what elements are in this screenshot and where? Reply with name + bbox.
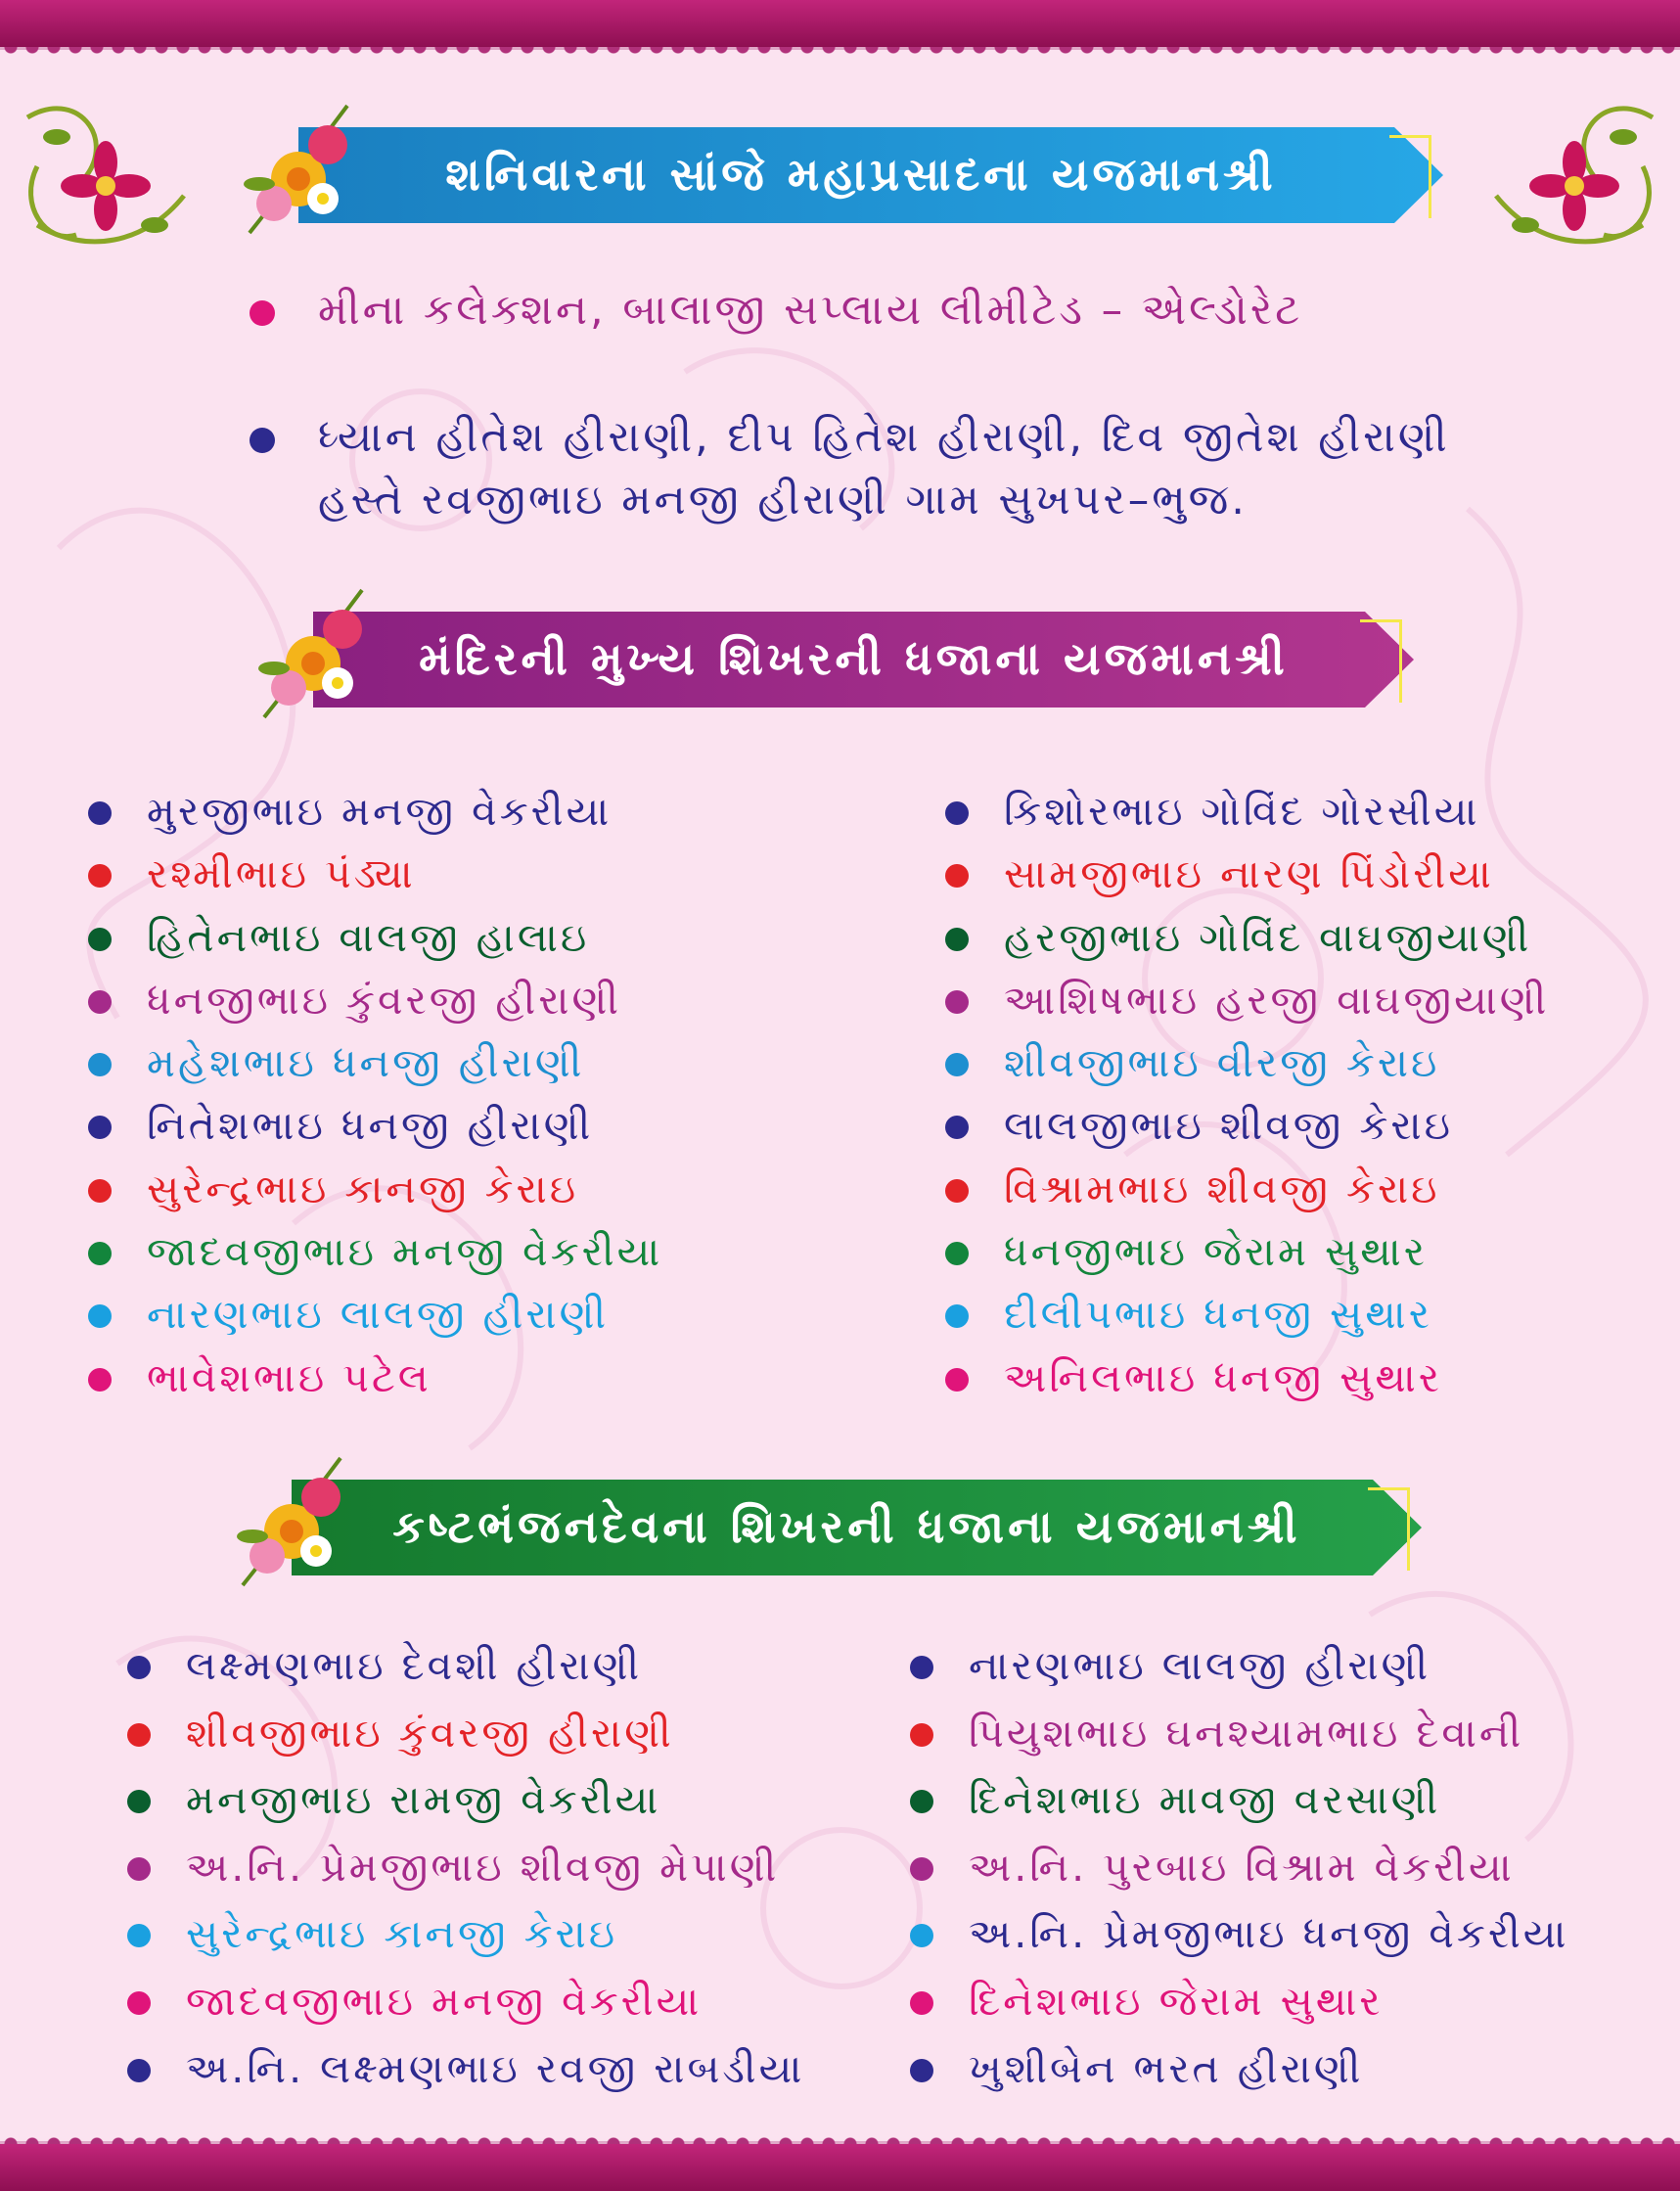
- section2-right-list: [945, 780, 1549, 1409]
- left-corner-flower-ornament: [8, 78, 204, 274]
- bullet-dot: [127, 1924, 151, 1947]
- list-item: [127, 1836, 804, 1903]
- list-item: [88, 1347, 662, 1409]
- donor-name: મહેશભાઇ ધનજી હીરાણી: [147, 1039, 585, 1087]
- list-item: [88, 1283, 662, 1346]
- bullet-dot: [127, 1790, 151, 1813]
- bullet-dot: [945, 1242, 969, 1265]
- right-corner-flower-ornament: [1476, 78, 1672, 274]
- list-item: [945, 969, 1549, 1031]
- bullet-dot: [127, 1991, 151, 2015]
- list-item: [910, 1768, 1568, 1836]
- donor-name: આશિષભાઇ હરજી વાઘજીયાણી: [1004, 976, 1550, 1024]
- donor-name: શીવજીભાઇ કુંવરજી હીરાણી: [186, 1709, 674, 1757]
- bullet-dot: [910, 1991, 933, 2015]
- donor-name: મુરજીભાઇ મનજી વેકરીયા: [147, 788, 613, 835]
- bullet-dot: [88, 1242, 112, 1265]
- list-item: [88, 906, 662, 969]
- section1-item-1-text: મીના કલેક્શન, બાલાજી સપ્લાય લીમીટેડ – એલ્ડોરેટ: [318, 286, 1303, 335]
- list-item: [945, 1220, 1549, 1283]
- donor-name: અ.નિ. પ્રેમજીભાઇ શીવજી મેપાણી: [186, 1843, 780, 1891]
- bullet-dot: [88, 1053, 112, 1076]
- list-item: [127, 1970, 804, 2037]
- donor-name: મનજીભાઇ રામજી વેકરીયા: [186, 1776, 661, 1824]
- section1-item-2: [259, 406, 1561, 531]
- donor-name: સુરેન્દ્રભાઇ કાનજી કેરાઇ: [186, 1910, 618, 1958]
- donor-name: વિશ્રામભાઇ શીવજી કેરાઇ: [1004, 1164, 1440, 1212]
- section1-title: શનિવારના સાંજે મહાપ્રસાદના યજમાનશ્રી: [445, 148, 1277, 201]
- list-item: [127, 1634, 804, 1702]
- bullet-dot: [127, 1857, 151, 1881]
- bullet-dot: [910, 1790, 933, 1813]
- list-item: [945, 1094, 1549, 1157]
- list-item: [945, 780, 1549, 843]
- list-item: [910, 1902, 1568, 1970]
- donor-name: ધનજીભાઇ જેરામ સુથાર: [1004, 1228, 1428, 1276]
- donor-name: અ.નિ. પુરબાઇ વિશ્રામ વેકરીયા: [969, 1843, 1515, 1891]
- flower-bouquet-icon: [245, 571, 391, 727]
- list-item: [88, 969, 662, 1031]
- bullet-dot: [88, 1304, 112, 1328]
- section3-left-list: [127, 1634, 804, 2104]
- donor-name: નારણભાઇ લાલજી હીરાણી: [147, 1291, 610, 1339]
- list-item: [88, 1031, 662, 1094]
- bullet-dot: [945, 1368, 969, 1392]
- list-item: [88, 1220, 662, 1283]
- bullet-dot: [127, 1656, 151, 1679]
- bullet-dot: [88, 801, 112, 825]
- section3-title: કષ્ટભંજનદેવના શિખરની ધજાના યજમાનશ્રી: [392, 1500, 1301, 1553]
- bullet-dot: [910, 2059, 933, 2082]
- donor-name: લક્ષ્મણભાઇ દેવશી હીરાણી: [186, 1642, 643, 1689]
- section1-banner: [230, 127, 1443, 223]
- donor-name: સામજીભાઇ નારણ પિંડોરીયા: [1004, 850, 1494, 898]
- section3-right-list: [910, 1634, 1568, 2104]
- donor-name: પિયુશભાઇ ઘનશ્યામભાઇ દેવાની: [969, 1709, 1524, 1757]
- donor-name: નિતેશભાઇ ધનજી હીરાણી: [147, 1102, 594, 1150]
- bottom-lace-border: [0, 2123, 1680, 2144]
- top-lace-border: [0, 47, 1680, 68]
- donor-name: ખુશીબેન ભરત હીરાણી: [969, 2044, 1364, 2092]
- bullet-dot: [88, 928, 112, 951]
- bullet-dot: [910, 1723, 933, 1747]
- bullet-dot: [945, 864, 969, 888]
- list-item: [945, 1283, 1549, 1346]
- bullet-dot: [88, 864, 112, 888]
- section1-item-2-line-2: હસ્તે રવજીભાઇ મનજી હીરાણી ગામ સુખપર–ભુજ.: [318, 476, 1248, 525]
- list-item: [945, 906, 1549, 969]
- section2-banner: [245, 612, 1414, 708]
- donor-name: દિનેશભાઇ માવજી વરસાણી: [969, 1776, 1441, 1824]
- donor-name: ધનજીભાઇ કુંવરજી હીરાણી: [147, 976, 621, 1024]
- bullet-dot: [88, 990, 112, 1014]
- donor-name: લાલજીભાઇ શીવજી કેરાઇ: [1004, 1102, 1453, 1150]
- list-item: [945, 1347, 1549, 1409]
- list-item: [945, 1158, 1549, 1220]
- top-frame-band: [0, 0, 1680, 47]
- list-item: [127, 1902, 804, 1970]
- donor-name: રશ્મીભાઇ પંડ્યા: [147, 850, 416, 898]
- bullet-dot: [945, 928, 969, 951]
- donor-name: હરજીભાઇ ગોવિંદ વાઘજીયાણી: [1004, 913, 1532, 961]
- list-item: [910, 1702, 1568, 1769]
- bullet-dot: [88, 1179, 112, 1203]
- donor-name: જાદવજીભાઇ મનજી વેકરીયા: [147, 1228, 663, 1276]
- bullet-dot: [88, 1116, 112, 1139]
- bullet-dot: [945, 1179, 969, 1203]
- section1-item-2-line-1: ધ્યાન હીતેશ હીરાણી, દીપ હિતેશ હીરાણી, દિવ જીતેશ હીરાણી: [318, 413, 1450, 462]
- bullet-dot: [945, 801, 969, 825]
- donor-name: શીવજીભાઇ વીરજી કેરાઇ: [1004, 1039, 1440, 1087]
- list-item: [127, 1702, 804, 1769]
- list-item: [910, 1836, 1568, 1903]
- list-item: [910, 1634, 1568, 1702]
- bottom-frame-band: [0, 2144, 1680, 2191]
- bullet-dot: [127, 1723, 151, 1747]
- list-item: [88, 1158, 662, 1220]
- bullet-dot: [250, 300, 275, 326]
- donor-name: અનિલભાઇ ધનજી સુથાર: [1004, 1353, 1443, 1401]
- list-item: [127, 1768, 804, 1836]
- donor-name: ભાવેશભાઇ પટેલ: [147, 1353, 431, 1401]
- section2-left-list: [88, 780, 662, 1409]
- donor-name: નારણભાઇ લાલજી હીરાણી: [969, 1642, 1431, 1689]
- donor-name: સુરેન્દ્રભાઇ કાનજી કેરાઇ: [147, 1164, 579, 1212]
- flower-bouquet-icon: [223, 1438, 370, 1595]
- list-item: [88, 843, 662, 905]
- section3-banner: [223, 1480, 1422, 1575]
- bullet-dot: [250, 428, 275, 453]
- bullet-dot: [127, 2059, 151, 2082]
- donor-name: દિનેશભાઇ જેરામ સુથાર: [969, 1977, 1384, 2025]
- donor-name: હિતેનભાઇ વાલજી હાલાઇ: [147, 913, 590, 961]
- bullet-dot: [910, 1656, 933, 1679]
- flower-bouquet-icon: [230, 86, 377, 243]
- list-item: [127, 2037, 804, 2105]
- list-item: [945, 843, 1549, 905]
- bullet-dot: [945, 1053, 969, 1076]
- bullet-dot: [945, 1304, 969, 1328]
- list-item: [88, 1094, 662, 1157]
- section2-title: મંદિરની મુખ્ય શિખરની ધજાના યજમાનશ્રી: [419, 632, 1289, 685]
- bullet-dot: [910, 1924, 933, 1947]
- bullet-dot: [910, 1857, 933, 1881]
- donor-name: કિશોરભાઇ ગોવિંદ ગોરસીયા: [1004, 788, 1480, 835]
- bullet-dot: [945, 1116, 969, 1139]
- section1-item-1: [259, 279, 1561, 342]
- list-item: [910, 2037, 1568, 2105]
- list-item: [88, 780, 662, 843]
- bullet-dot: [945, 990, 969, 1014]
- donor-name: દીલીપભાઇ ધનજી સુથાર: [1004, 1291, 1432, 1339]
- donor-name: અ.નિ. લક્ષ્મણભાઇ રવજી રાબડીયા: [186, 2044, 805, 2092]
- list-item: [945, 1031, 1549, 1094]
- donor-name: જાદવજીભાઇ મનજી વેકરીયા: [186, 1977, 703, 2025]
- list-item: [910, 1970, 1568, 2037]
- bullet-dot: [88, 1368, 112, 1392]
- donor-name: અ.નિ. પ્રેમજીભાઇ ધનજી વેકરીયા: [969, 1910, 1569, 1958]
